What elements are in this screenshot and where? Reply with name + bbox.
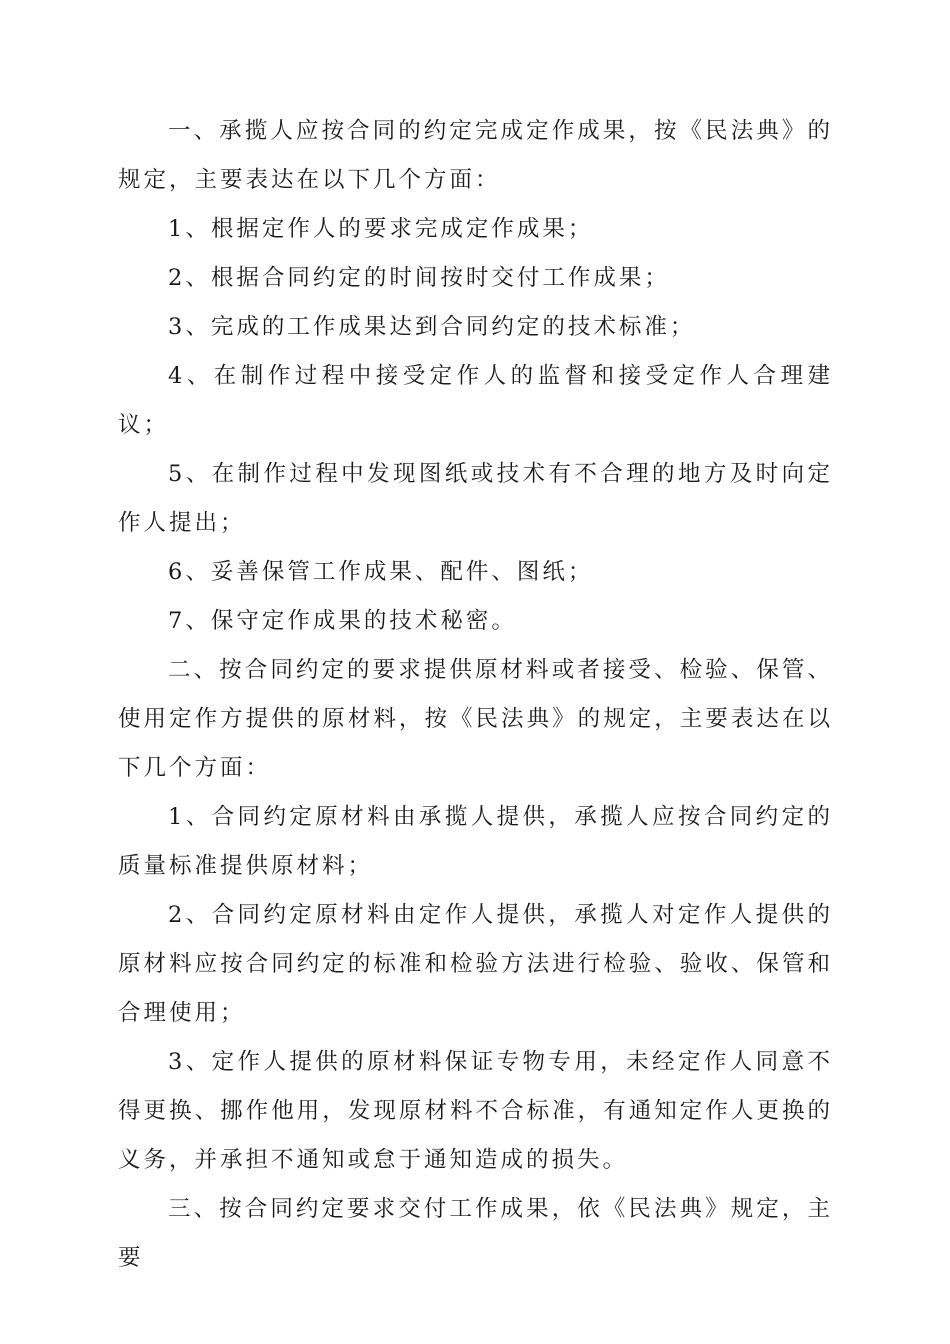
section-1-heading: 一、承揽人应按合同的约定完成定作成果，按《民法典》的规定，主要表达在以下几个方面： [118,118,833,193]
list-item: 2、根据合同约定的时间按时交付工作成果； [168,265,670,291]
list-item: 7、保守定作成果的技术秘密。 [168,608,517,634]
list-item: 3、完成的工作成果达到合同约定的技术标准； [168,314,696,340]
section-3-heading: 三、按合同约定要求交付工作成果，依《民法典》规定，主要 [118,1196,833,1271]
document-body [118,107,833,1283]
list-item: 4、在制作过程中接受定作人的监督和接受定作人合理建议； [118,363,833,438]
section-2-heading: 二、按合同约定的要求提供原材料或者接受、检验、保管、使用定作方提供的原材料，按《民法典》的规定，主要表达在以下几个方面： [118,657,833,781]
list-item: 5、在制作过程中发现图纸或技术有不合理的地方及时向定作人提出； [118,461,833,536]
list-item: 6、妥善保管工作成果、配件、图纸； [168,559,594,585]
list-item: 1、合同约定原材料由承揽人提供，承揽人应按合同约定的质量标准提供原材料； [118,804,833,879]
list-item: 3、定作人提供的原材料保证专物专用，未经定作人同意不得更换、挪作他用，发现原材料不合标准，有通知定作人更换的义务，并承担不通知或怠于通知造成的损失。 [118,1049,833,1173]
list-item: 2、合同约定原材料由定作人提供，承揽人对定作人提供的原材料应按合同约定的标准和检验方法进行检验、验收、保管和合理使用； [118,902,833,1026]
list-item: 1、根据定作人的要求完成定作成果； [168,216,594,242]
